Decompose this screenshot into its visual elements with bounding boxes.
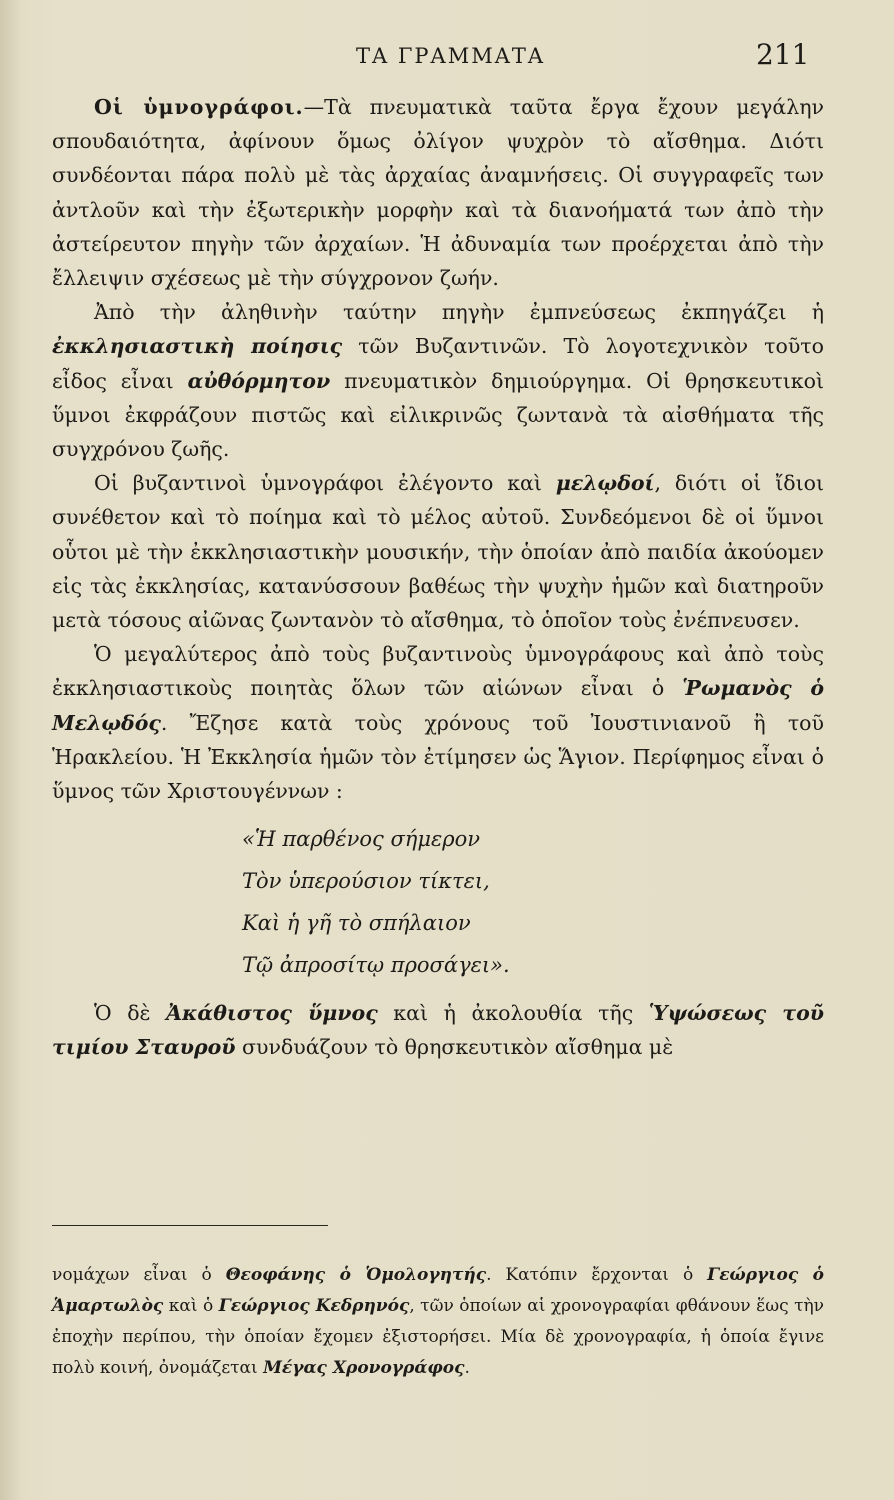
text-run: νομάχων εἶναι ὁ <box>52 1265 226 1285</box>
emphasis-term: ἐκκλησιαστικὴ ποίησις <box>52 334 343 359</box>
paragraph-text: —Τὰ πνευματικὰ ταῦτα ἔργα ἔχουν μεγάλην σπουδαιότητα, ἀφίνουν ὅμως ὀλίγον ψυχρὸν τὸ αἴσθημα. Διότι συνδέονται πάρα πολὺ μὲ τὰς ἀρχαίας ἀναμνήσεις. Οἱ συγγραφεῖς των ἀντλοῦν καὶ τὴν ἐξωτερικὴν μορφὴν καὶ τὰ διανοήματά των ἀπὸ τὴν ἀστείρευτον πηγὴν τῶν ἀρχαίων. Ἡ ἀδυναμία των προέρχεται ἀπὸ τὴν ἔλλειψιν σχέσεως μὲ τὴν σύγχρονον ζωήν. <box>52 95 824 291</box>
paragraph-melodists <box>52 466 824 637</box>
emphasis-name: Γεώργιος Κεδρηνός <box>218 1296 410 1316</box>
text-run: . <box>464 1358 470 1378</box>
hymn-quotation <box>242 818 824 986</box>
section-lead-heading: Οἱ ὑμνογράφοι. <box>94 95 304 119</box>
text-run: Οἱ βυζαντινοὶ ὑμνογράφοι ἐλέγοντο καὶ <box>94 471 556 496</box>
footnote-separator <box>52 1225 328 1226</box>
text-run: , τῶν ὁποίων αἱ χρονογραφίαι φθάνουν ἕως τὴν ἐποχὴν περίπου, τὴν ὁποίαν ἔχομεν ἐξιστορήσει. Μία δὲ χρονογραφία, ἡ ὁποία ἔγινε πολὺ κοινή, ὀνομάζεται <box>52 1296 824 1378</box>
text-run: , διότι οἱ ἴδιοι συνέθετον καὶ τὸ ποίημα καὶ τὸ μέλος αὐτοῦ. Συνδεόμενοι δὲ οἱ ὕμνοι οὗτοι μὲ τὴν ἐκκλησιαστικὴν μουσικήν, τὴν ὁποίαν ἀπὸ παιδία ἀκούομεν εἰς τὰς ἐκκλησίας, κατανύσσουν βαθέως τὴν ψυχὴν ἡμῶν καὶ διατηροῦν μετὰ τόσους αἰῶνας ζωντανὸν τὸ αἴσθημα, τὸ ὁποῖον τοὺς ἐνέπνευσεν. <box>52 471 824 633</box>
emphasis-name: Θεοφάνης ὁ Ὁμολογητής <box>225 1265 487 1285</box>
poem-line: «Ἡ παρθένος σήμερον <box>242 827 481 852</box>
text-run: . Κατόπιν ἔρχονται ὁ <box>486 1265 708 1285</box>
emphasis-term: Ἀκάθιστος ὕμνος <box>166 1001 378 1026</box>
text-run: πνευματικὸν δημιούργημα. Οἱ θρησκευτικοὶ ὕμνοι ἐκφράζουν πιστῶς καὶ εἰλικρινῶς ζωντανὰ τὰ αἰσθήματα τῆς συγχρόνου ζωῆς. <box>52 368 824 462</box>
emphasis-name: Γεώργιος ὁ Ἁμαρτωλὸς <box>52 1265 824 1316</box>
poem-line: Τῷ ἀπροσίτῳ προσάγει». <box>242 953 510 978</box>
emphasis-name: Ῥωμανὸς ὁ Μελῳδός <box>52 676 824 735</box>
emphasis-name: Μέγας Χρονογράφος <box>263 1358 465 1378</box>
paragraph-ecclesiastical-poetry <box>52 295 824 466</box>
text-run: Ἀπὸ τὴν ἀληθινὴν ταύτην πηγὴν ἐμπνεύσεως ἐκπηγάζει ἡ <box>94 300 824 325</box>
text-run: Ὁ μεγαλύτερος ἀπὸ τοὺς βυζαντινοὺς ὑμνογράφους καὶ ἀπὸ τοὺς ἐκκλησιαστικοὺς ποιητὰς ὅλων τῶν αἰώνων εἶναι ὁ <box>52 642 824 701</box>
paragraph-romanos <box>52 637 824 808</box>
poem-line: Καὶ ἡ γῆ τὸ σπήλαιον <box>242 911 471 936</box>
text-run: . Ἔζησε κατὰ τοὺς χρόνους τοῦ Ἰουστινιανοῦ ἢ τοῦ Ἡρακλείου. Ἡ Ἐκκλησία ἡμῶν τὸν ἐτίμησεν ὡς Ἅγιον. Περίφημος εἶναι ὁ ὕμνος τῶν Χριστουγέννων : <box>52 710 824 804</box>
poem-line: Τὸν ὑπερούσιον τίκτει, <box>242 869 490 894</box>
text-run: Ὁ δὲ <box>94 1001 167 1026</box>
page-number: 211 <box>756 38 810 71</box>
emphasis-term: αὐθόρμητον <box>187 368 331 393</box>
emphasis-term: Ὑψώσεως τοῦ τιμίου Σταυροῦ <box>52 1001 824 1060</box>
text-run: συνδυάζουν τὸ θρησκευτικὸν αἴσθημα μὲ <box>235 1035 674 1060</box>
paragraph-akathist <box>52 996 824 1064</box>
page-header <box>0 38 894 78</box>
text-run: καὶ ἡ ἀκολουθία τῆς <box>377 1001 649 1026</box>
running-title: ΤΑ ΓΡΑΜΜΑΤΑ <box>356 44 546 68</box>
emphasis-term: μελῳδοί <box>555 471 655 496</box>
main-text <box>52 90 824 1065</box>
text-run: τῶν Βυζαντινῶν. Τὸ λογοτεχνικὸν τοῦτο εἶδος εἶναι <box>52 334 824 393</box>
paragraph-hymnographers <box>52 90 824 295</box>
footnote <box>52 1260 824 1384</box>
text-run: καὶ ὁ <box>163 1296 219 1316</box>
